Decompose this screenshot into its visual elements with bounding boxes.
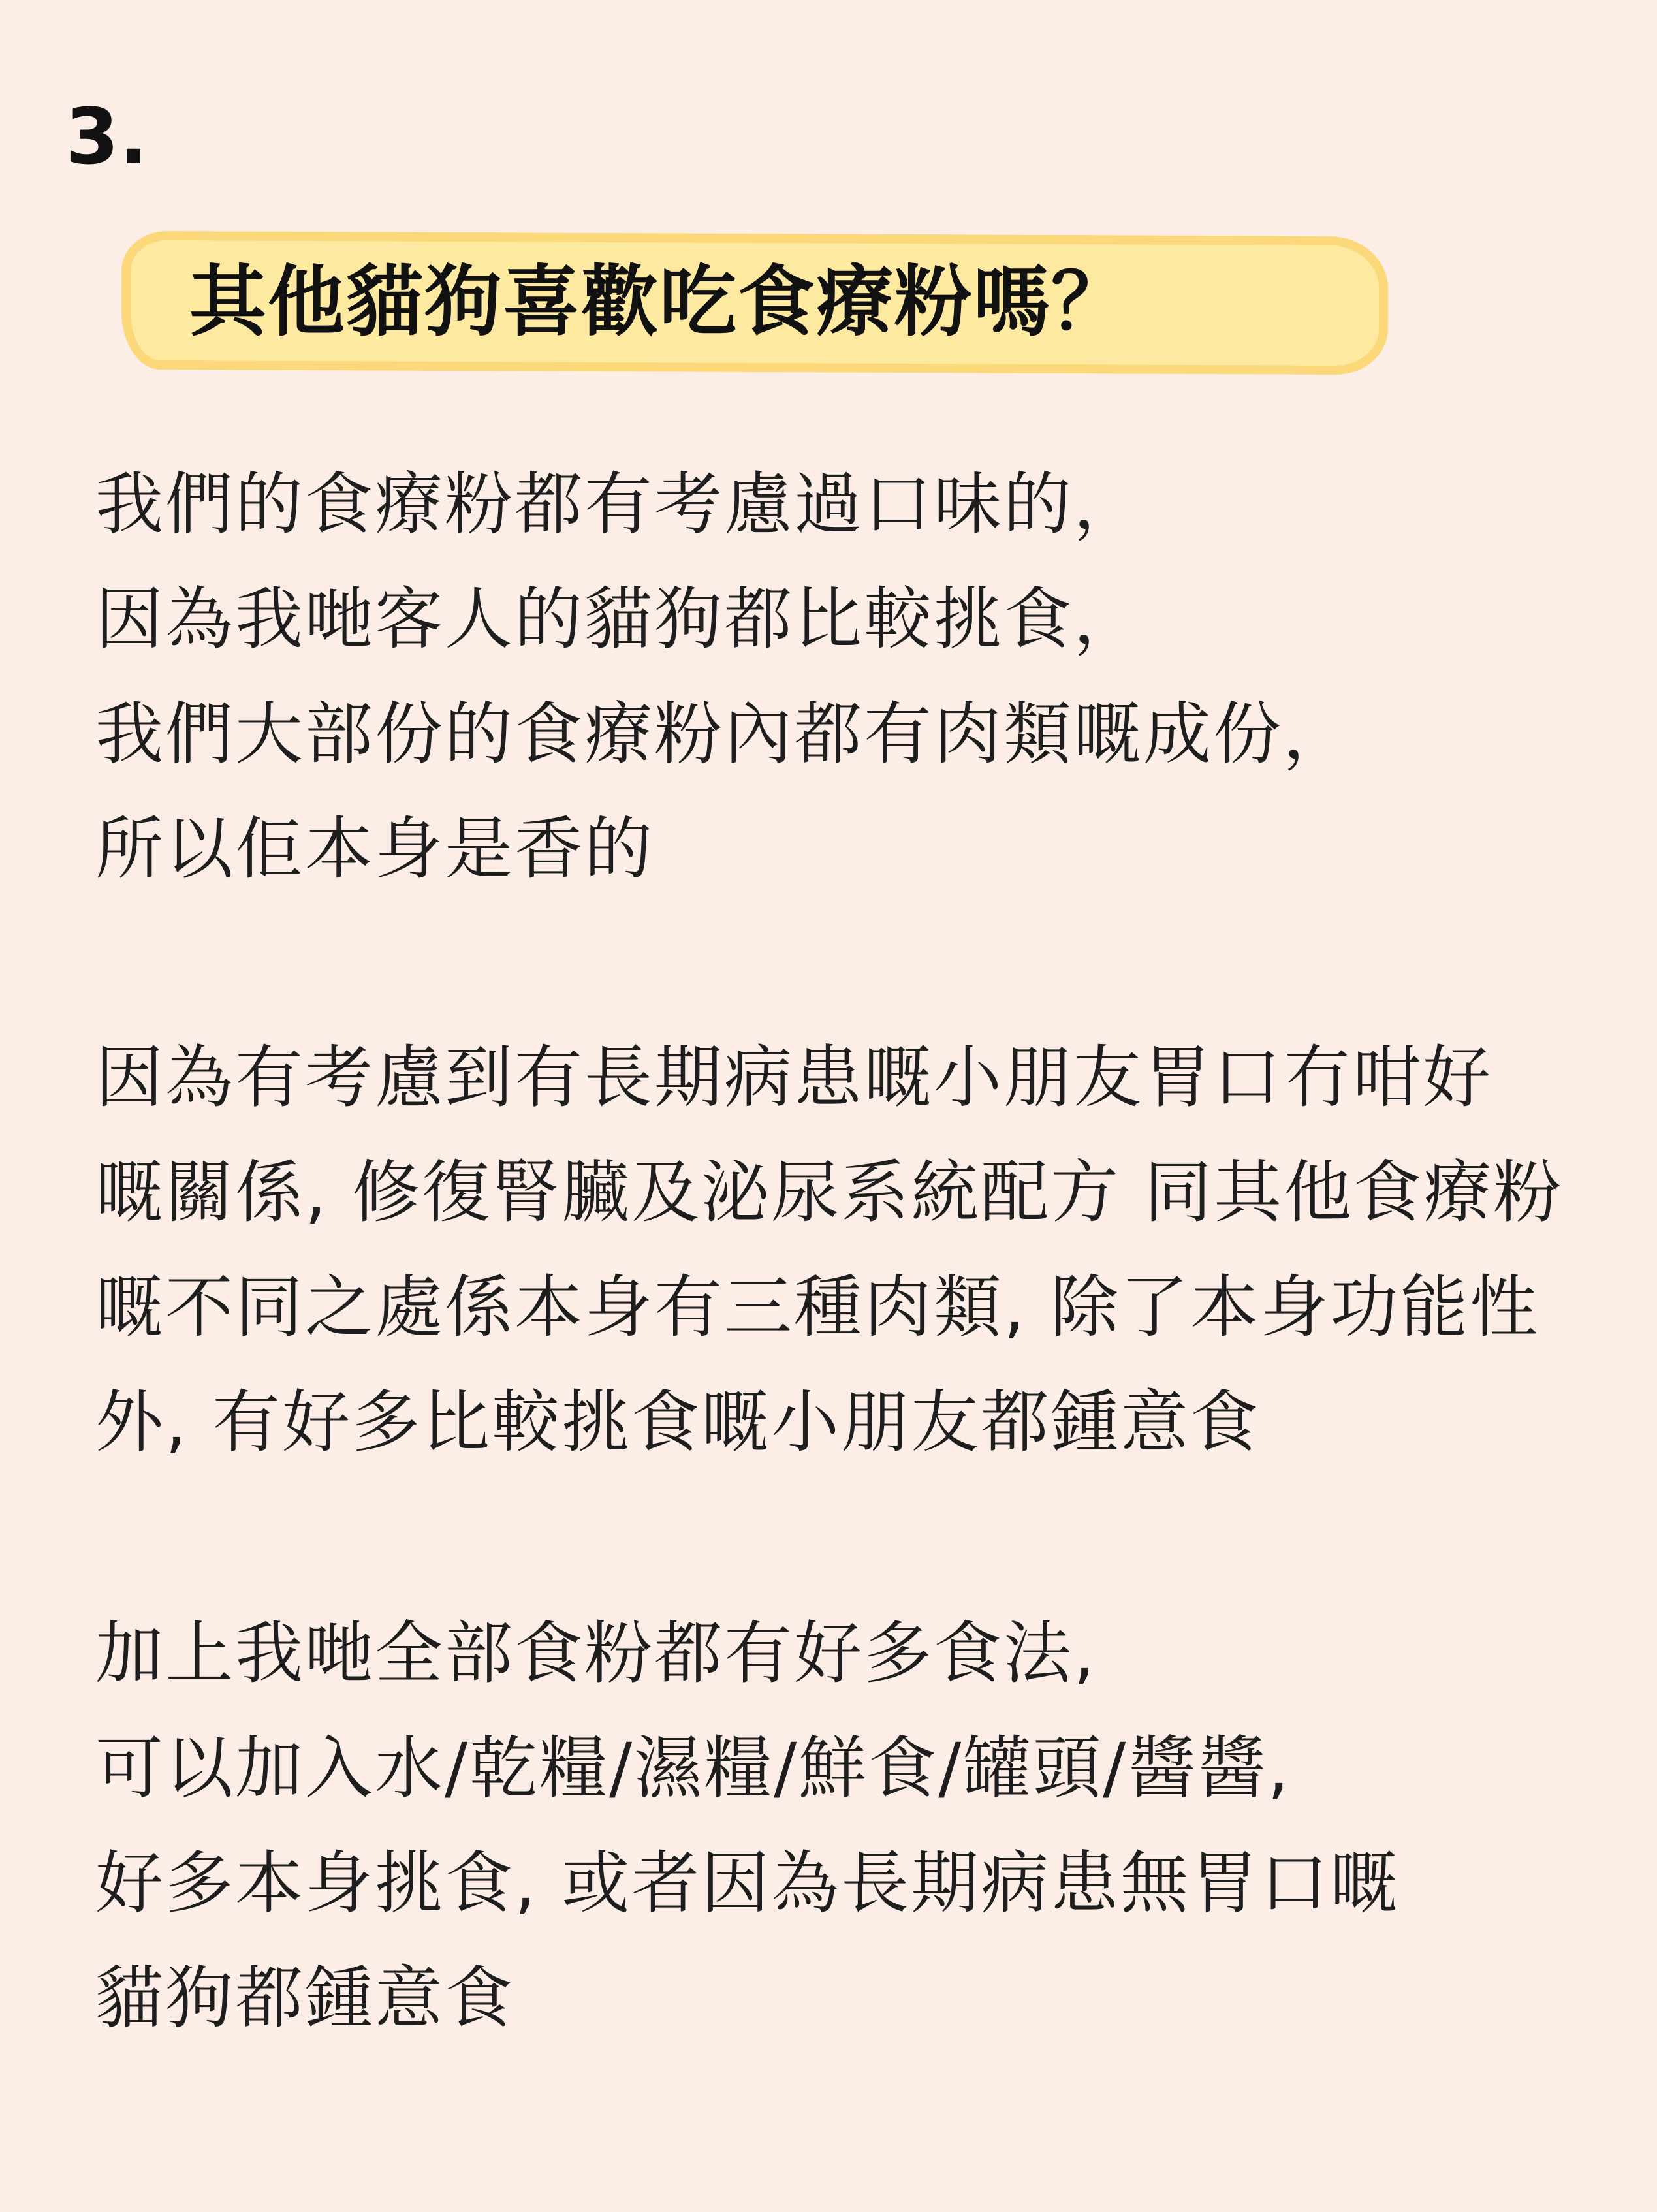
paragraph-line: 貓狗都鍾意食 xyxy=(95,1958,515,2038)
paragraph-line: 因為我哋客人的貓狗都比較挑食， xyxy=(95,579,1144,659)
paragraph-formula xyxy=(95,1020,1623,1479)
paragraph-line: 加上我哋全部食粉都有好多食法, xyxy=(95,1613,1097,1693)
paragraph-line: 嘅不同之處係本身有三種肉類, 除了本身功能性 xyxy=(95,1267,1540,1347)
paragraph-line: 我們的食療粉都有考慮過口味的， xyxy=(95,464,1144,544)
paragraph-line: 我們大部份的食療粉內都有肉類嘅成份， xyxy=(95,694,1353,774)
paragraph-serving xyxy=(95,1596,1623,2055)
paragraph-line: 外, 有好多比較挑食嘅小朋友都鍾意食 xyxy=(95,1382,1261,1462)
paragraph-line: 所以佢本身是香的 xyxy=(95,809,655,889)
section-number: 3. xyxy=(65,91,148,182)
paragraph-taste xyxy=(95,447,1623,906)
paragraph-line: 嘅關係, 修復腎臟及泌尿系統配方 同其他食療粉 xyxy=(95,1152,1564,1232)
paragraph-line: 好多本身挑食, 或者因為長期病患無胃口嘅 xyxy=(95,1843,1400,1923)
page-title: 其他貓狗喜歡吃食療粉嗎？ xyxy=(189,257,1130,347)
paragraph-line: 可以加入水/乾糧/濕糧/鮮食/罐頭/醬醬, xyxy=(95,1728,1291,1808)
paragraph-line: 因為有考慮到有長期病患嘅小朋友胃口冇咁好 xyxy=(95,1037,1493,1117)
